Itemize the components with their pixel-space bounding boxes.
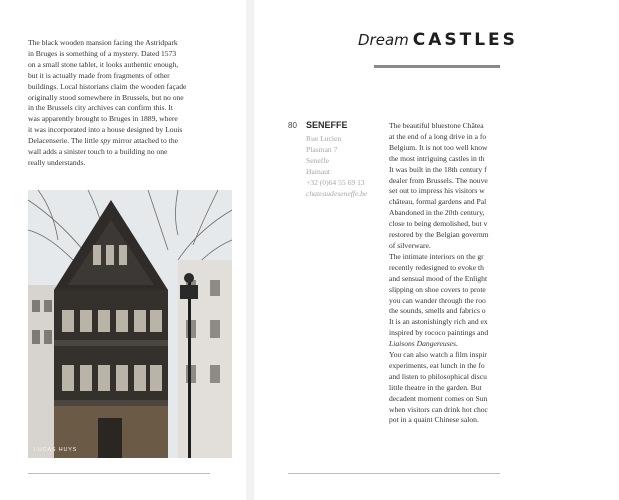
text-line: restored by the Belgian governm [389,230,489,240]
address-line: Rue Lucien [306,134,342,143]
text-line: in Bruges is something of a mystery. Dated 1573 [28,48,177,58]
text-line: Abandoned in the 20th century, [389,208,485,218]
header-dream: Dream [358,31,409,49]
right-page [254,0,518,500]
phone-number: +32 (0)64 55 69 13 [306,177,365,187]
text-line-italic [389,339,619,350]
section-header [358,30,518,50]
text-line: inspired by rococo paintings and [389,328,489,338]
text-line: château, formal gardens and Pal [389,197,487,207]
text-line: originally stood somewhere in Brussels, but no one [28,92,184,102]
text-line: decadent moment comes on Sun [389,393,488,403]
text-line: the sounds, smells and fabrics o [389,306,486,316]
text-line: pot in a quaint Chinese salon. [389,415,479,425]
text-line: buildings. Local historians claim the wooden façade [28,81,187,91]
bottom-rule [28,473,210,474]
text-line: mirror attached to the [110,136,178,146]
italic-word: spy [100,136,111,146]
text-line: The intimate interiors on the gr [389,251,484,261]
text-line: You can also watch a film inspir [389,350,487,360]
text-line: was apparently brought to Bruges in 1889, where [28,114,178,124]
text-line: recently redesigned to evoke th [389,262,484,272]
text-line: in the Brussels city archives can confirm this. It [28,103,173,113]
text-line: close to being demolished, but v [389,219,488,229]
right-body-text [389,121,619,426]
text-line: really understands. [28,157,86,167]
entry-name: SENEFFE [306,120,348,130]
entry-number: 80 [288,121,297,130]
header-rule [374,65,500,68]
text-line: wall adds a sinister touch to a building no one [28,147,168,157]
text-line: but it is actually made from fragments of other [28,70,170,80]
text-line: experiments, eat lunch in the fo [389,360,485,370]
text-line: and sensual mood of the Enlight [389,273,488,283]
text-line: on a small stone tablet, it looks authentic enough, [28,59,179,69]
photo-illustration [28,190,232,458]
text-line: set out to impress his visitors w [389,186,485,196]
text-line: the most intriguing castles in th [389,153,485,163]
text-line: The black wooden mansion facing the Astridpark [28,38,178,47]
left-page [0,0,246,500]
bottom-rule [288,473,500,474]
text-line: you can wander through the roo [389,295,486,305]
header-castles: CASTLES [412,30,518,50]
text-line: and listen to philosophical discu [389,371,487,381]
text-line: at the end of a long drive in a fo [389,131,487,141]
text-line: Delacenserie. The little [28,136,101,146]
building-photo [28,190,232,458]
photo-credit: LUCAS HUYS [34,447,78,453]
text-line: of silverware. [389,240,431,250]
text-line: It was built in the 18th century f [389,164,487,174]
text-line: it was incorporated into a house designed by Louis [28,125,183,135]
address-line: Hainaut [306,166,331,176]
address-line: Plasman 7 [306,144,338,154]
text-line: dealer from Brussels. The nouve [389,175,488,185]
italic-title: Liaisons Dangereuses. [389,339,458,349]
website-link[interactable]: chateaudeseneffe.be [306,188,368,198]
address-block [306,134,386,199]
left-body-text [28,38,236,169]
text-line: The beautiful bluestone Châtea [389,121,484,130]
book-gutter [246,0,254,500]
text-line: when visitors can drink hot choc [389,404,488,414]
text-line: little theatre in the garden. But [389,382,482,392]
text-line: slipping on shoe covers to prote [389,284,486,294]
address-line: Seneffe [306,155,330,165]
text-line: Belgium. It is not too well know [389,142,488,152]
text-line: It is an astonishingly rich and ex [389,317,488,327]
